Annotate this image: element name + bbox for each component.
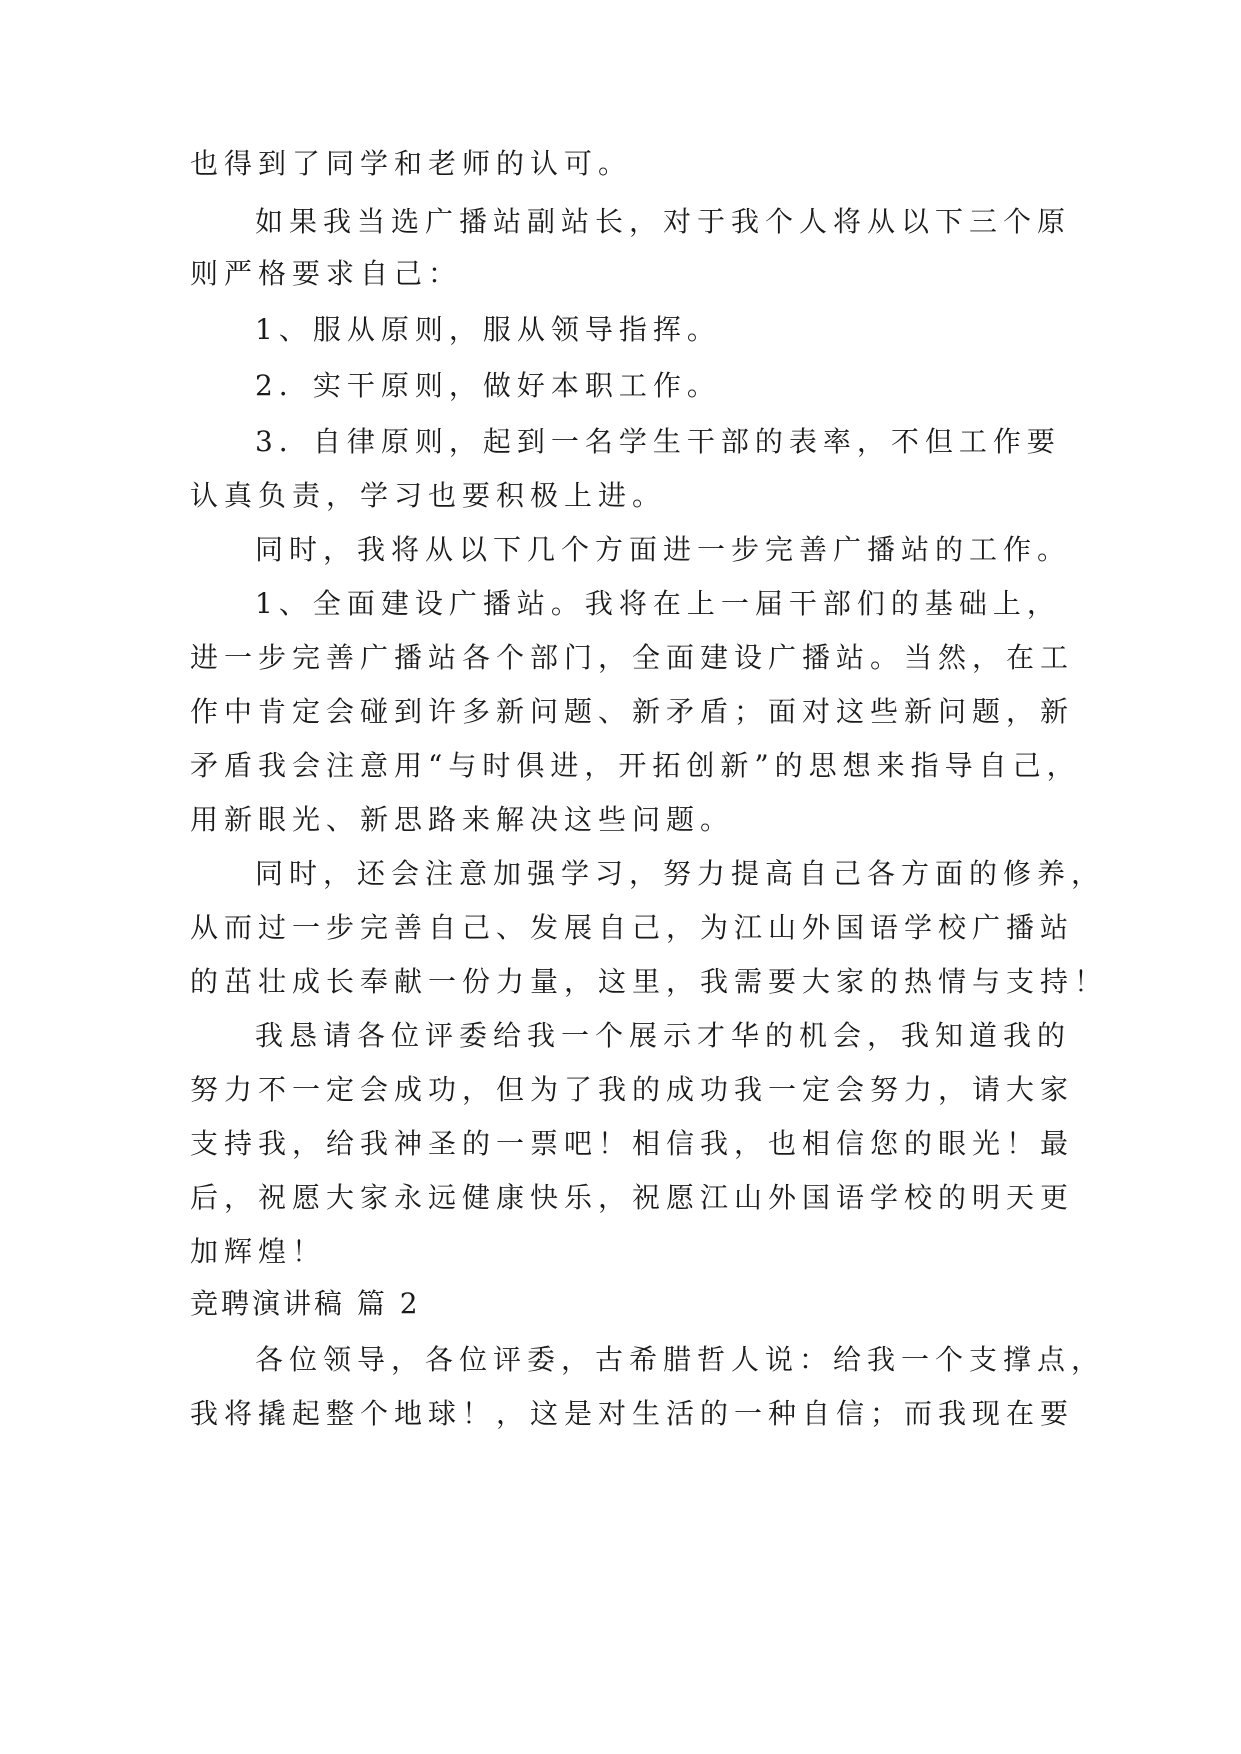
paragraph-line: 后，祝愿大家永远健康快乐，祝愿江山外国语学校的明天更	[190, 1181, 1075, 1214]
paragraph-line: 加辉煌！	[190, 1235, 327, 1268]
paragraph-line: 则严格要求自己：	[190, 257, 463, 290]
paragraph-line: 如果我当选广播站副站长，对于我个人将从以下三个原	[255, 205, 1072, 238]
paragraph-line: 的茁壮成长奉献一份力量，这里，我需要大家的热情与支持！	[190, 965, 1109, 998]
paragraph-line: 也得到了同学和老师的认可。	[190, 147, 633, 180]
list-item: 1、全面建设广播站。我将在上一届干部们的基础上，	[255, 587, 1061, 620]
paragraph-line: 作中肯定会碰到许多新问题、新矛盾；面对这些新问题，新	[190, 695, 1075, 728]
paragraph-line: 进一步完善广播站各个部门，全面建设广播站。当然，在工	[190, 641, 1075, 674]
paragraph-line: 用新眼光、新思路来解决这些问题。	[190, 803, 735, 836]
paragraph-line: 我将撬起整个地球！，这是对生活的一种自信；而我现在要	[190, 1397, 1075, 1430]
paragraph-line: 从而过一步完善自己、发展自己，为江山外国语学校广播站	[190, 911, 1075, 944]
list-item: 3．自律原则，起到一名学生干部的表率，不但工作要	[255, 425, 1061, 458]
paragraph-line: 矛盾我会注意用“与时俱进，开拓创新”的思想来指导自己，	[190, 749, 1081, 782]
paragraph-line: 支持我，给我神圣的一票吧！相信我，也相信您的眼光！最	[190, 1127, 1075, 1160]
section-heading: 竞聘演讲稿 篇 2	[190, 1287, 421, 1320]
paragraph-line: 各位领导，各位评委，古希腊哲人说：给我一个支撑点，	[255, 1343, 1106, 1376]
list-item: 2．实干原则，做好本职工作。	[255, 369, 721, 402]
paragraph-line: 我恳请各位评委给我一个展示才华的机会，我知道我的	[255, 1019, 1072, 1052]
paragraph-line: 同时，我将从以下几个方面进一步完善广播站的工作。	[255, 533, 1072, 566]
paragraph-line: 认真负责，学习也要积极上进。	[190, 479, 667, 512]
paragraph-line: 同时，还会注意加强学习，努力提高自己各方面的修养，	[255, 857, 1106, 890]
paragraph-line: 努力不一定会成功，但为了我的成功我一定会努力，请大家	[190, 1073, 1075, 1106]
list-item: 1、服从原则，服从领导指挥。	[255, 313, 721, 346]
